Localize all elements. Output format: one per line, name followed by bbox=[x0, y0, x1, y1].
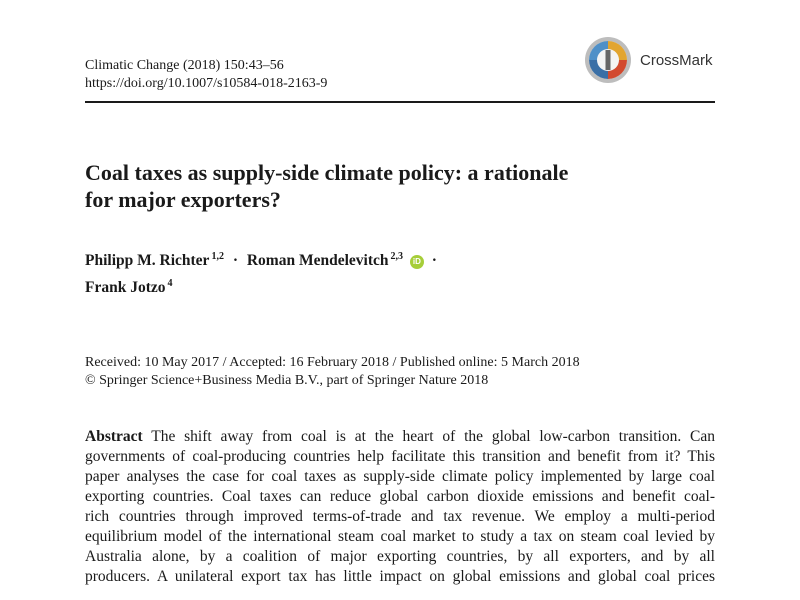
abstract-heading: Abstract bbox=[85, 428, 143, 445]
abstract-line: paper analyses the case for coal taxes as supply-side climate policy implemented by large coal bbox=[85, 468, 715, 485]
abstract-line: governments of coal-producing countries help facilitate this transition and benefit from it? This bbox=[85, 448, 715, 465]
abstract-line: equilibrium model of the international steam coal market to study a tax on steam coal levied by bbox=[85, 528, 715, 545]
abstract-line: rich countries through improved terms-of-trade and tax revenue. We employ a multi-period bbox=[85, 508, 715, 525]
author-separator: · bbox=[232, 252, 238, 269]
journal-header bbox=[85, 57, 327, 93]
author-list bbox=[85, 245, 437, 299]
dates-line: Received: 10 May 2017 / Accepted: 16 February 2018 / Published online: 5 March 2018 bbox=[85, 355, 580, 370]
author-name[interactable]: Roman Mendelevitch bbox=[246, 252, 389, 269]
author-affiliation: 2,3 bbox=[390, 251, 403, 262]
author-affiliation: 4 bbox=[167, 278, 173, 289]
crossmark-icon bbox=[584, 36, 632, 84]
author-separator: · bbox=[431, 252, 437, 269]
journal-citation: Climatic Change (2018) 150:43–56 bbox=[85, 58, 284, 73]
author-affiliation: 1,2 bbox=[211, 251, 224, 262]
doi-link[interactable]: https://doi.org/10.1007/s10584-018-2163-9 bbox=[85, 76, 328, 91]
abstract bbox=[85, 427, 715, 587]
abstract-line: producers. A unilateral export tax has little impact on global emissions and global coal prices bbox=[85, 568, 715, 585]
crossmark-label: CrossMark bbox=[640, 52, 713, 69]
title-line-2: for major exporters? bbox=[85, 187, 281, 212]
publication-history bbox=[85, 354, 580, 390]
header-divider bbox=[85, 101, 715, 103]
author-name[interactable]: Philipp M. Richter bbox=[85, 252, 210, 269]
copyright-line: © Springer Science+Business Media B.V., part of Springer Nature 2018 bbox=[85, 373, 489, 388]
title-line-1: Coal taxes as supply-side climate policy: a rationale bbox=[85, 160, 569, 185]
orcid-icon[interactable]: iD bbox=[410, 255, 424, 269]
paper-title bbox=[85, 159, 568, 213]
author-name[interactable]: Frank Jotzo bbox=[85, 279, 166, 296]
crossmark-badge[interactable] bbox=[584, 36, 724, 86]
abstract-line: Abstract The shift away from coal is at the heart of the global low-carbon transition. Can bbox=[85, 428, 715, 445]
abstract-line: exporting countries. Coal taxes can reduce global carbon dioxide emissions and benefit coal- bbox=[85, 488, 715, 505]
abstract-line: Australia alone, by a coalition of major exporting countries, by all exporters, and by all bbox=[85, 548, 715, 565]
